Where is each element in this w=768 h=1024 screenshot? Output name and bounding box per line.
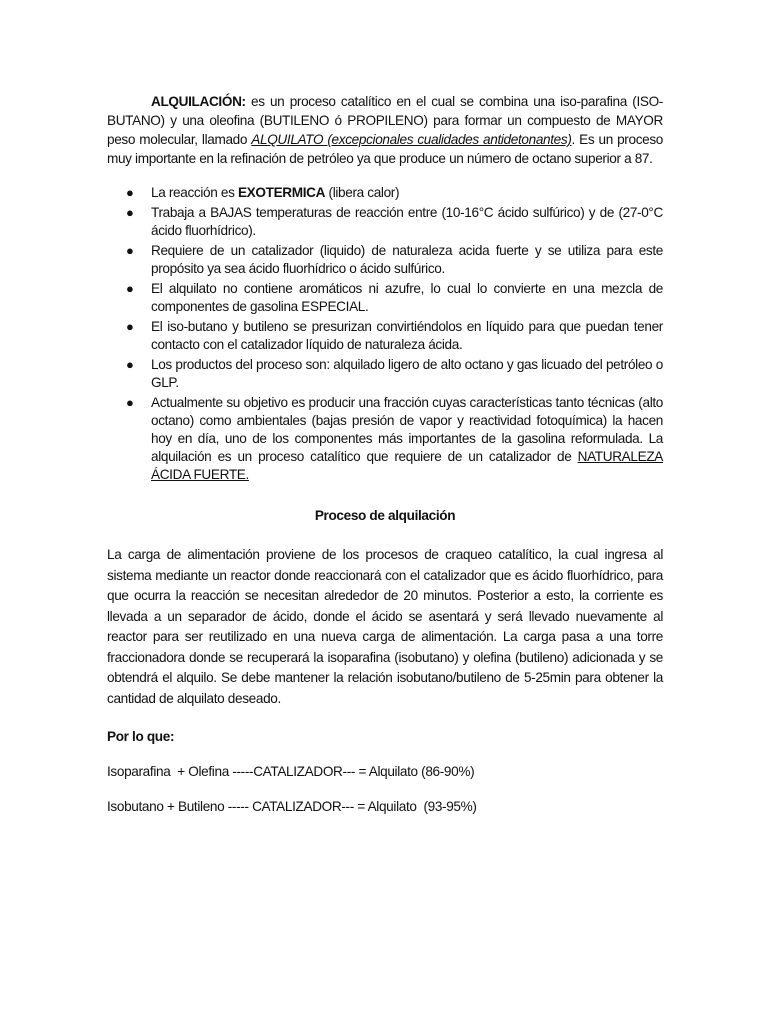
bullet-item [107, 242, 663, 278]
bullet-bold: EXOTERMICA [237, 185, 326, 200]
process-paragraph: La carga de alimentación proviene de los procesos de craqueo catalítico, la cual ingresa al sistema mediante un reactor donde reaccionará con el catalizador que es ácido fluorhídrico, para que ocurra la reacción se necesitan alrededor de 20 minutos. Posterior a esto, la corriente es llevada a un separador de ácido, donde el ácido se asentará y será llevado nuevamente al reactor para ser reutilizado en una nueva carga de alimentación. La carga pasa a una torre fraccionadora donde se recuperará la isoparafina (isobutano) y olefina (butileno) adicionada y se obtendrá el alquilo. Se debe mantener la relación isobutano/butileno de 5-25min para obtener la cantidad de alquilato deseado. [107, 547, 663, 706]
bullet-item [107, 318, 663, 354]
bullet-text: El alquilato no contiene aromáticos ni azufre, lo cual lo convierte en una mezcla de componentes de gasolina ESPECIAL. [151, 281, 663, 314]
bullet-text: Los productos del proceso son: alquilado ligero de alto octano y gas licuado del petróleo o GLP. [151, 357, 663, 390]
bullet-text: Actualmente su objetivo es producir una fracción cuyas características tanto técnicas (alto octano) como ambientales (bajas presión de vapor y reactividad fotoquímica) la hacen hoy en día, uno de los componentes más importantes de la gasolina reformulada. La alquilación es un proceso catalítico que requiere de un catalizador de [151, 395, 663, 464]
bullet-dot-icon: ● [126, 395, 134, 410]
bullet-item [107, 184, 663, 202]
alquilato-link[interactable]: ALQUILATO (excepcionales cualidades antidetonantes) [251, 132, 572, 147]
bullet-dot-icon: ● [126, 185, 134, 200]
bullet-text: Requiere de un catalizador (liquido) de naturaleza acida fuerte y se utiliza para este propósito ya sea ácido fluorhídrico o ácido sulfúrico. [151, 243, 663, 276]
equation-1: Isoparafina + Olefina -----CATALIZADOR--- = Alquilato (86-90%) [107, 764, 475, 779]
bullet-item [107, 356, 663, 392]
bullet-dot-icon: ● [126, 319, 134, 334]
bullet-text: Trabaja a BAJAS temperaturas de reacción entre (10-16°C ácido sulfúrico) y de (27-0°C ácido fluorhídrico). [151, 205, 663, 238]
bullet-text-a: La reacción es [151, 185, 238, 200]
bullet-text: El iso-butano y butileno se presurizan convirtiéndolos en líquido para que puedan tener contacto con el catalizador líquido de naturaleza ácida. [151, 319, 663, 352]
intro-term: ALQUILACIÓN: [151, 94, 246, 109]
bullet-item [107, 204, 663, 240]
equation-2: Isobutano + Butileno ----- CATALIZADOR--- = Alquilato (93-95%) [107, 799, 477, 814]
bullet-text-b: (libera calor) [325, 185, 400, 200]
intro-text-a: es un proceso catalítico en el cual se combina una iso-parafina (ISO-BUTANO) y una oleofina (BUTILENO ó PROPILENO) para formar un compuesto de MAYOR peso molecular, llamado [107, 94, 663, 147]
bullet-item [107, 394, 663, 484]
naturaleza-link[interactable]: NATURALEZA ÁCIDA FUERTE. [151, 449, 663, 482]
bullet-dot-icon: ● [126, 357, 134, 372]
bullet-dot-icon: ● [126, 205, 134, 220]
document-page [107, 92, 663, 816]
bullet-dot-icon: ● [126, 281, 134, 296]
intro-text-b: . Es un proceso muy importante en la refinación de petróleo ya que produce un número de octano superior a 87. [107, 132, 664, 166]
bullet-list [107, 184, 663, 484]
bullet-dot-icon: ● [126, 243, 134, 258]
section-title: Proceso de alquilación [314, 508, 456, 523]
bullet-item [107, 280, 663, 316]
intro-paragraph [107, 92, 663, 168]
por-lo-que-label: Por lo que: [107, 729, 175, 744]
